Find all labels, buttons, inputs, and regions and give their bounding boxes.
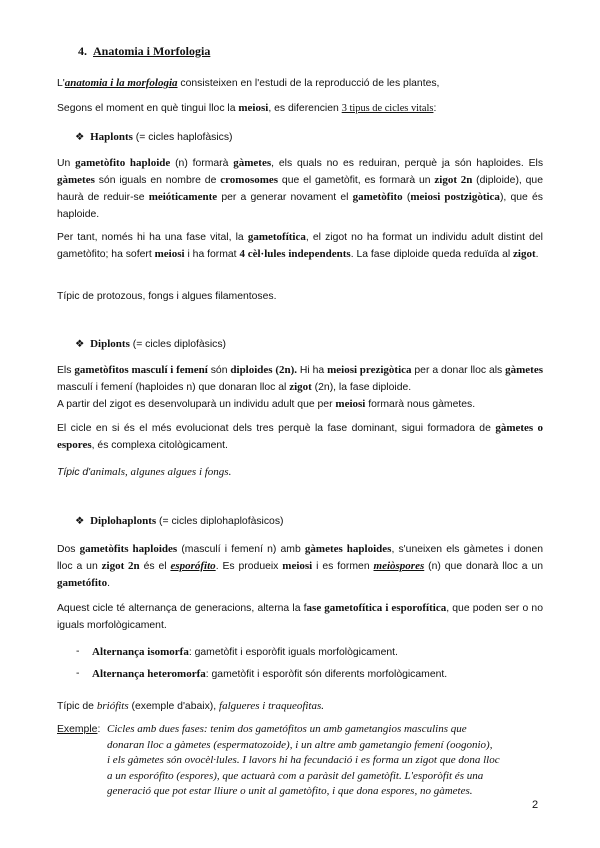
example-line: donaran lloc a gàmetes (espermatozoide), i un altre amb gametangio femení (oogonio), [107,738,493,751]
section-title: Anatomia i Morfologia [93,44,211,58]
diamond-bullet-icon: ❖ [75,516,85,527]
diplohaplonts-paragraph-2: Aquest cicle té alternança de generacions, alterna la fase gametofítica i esporofítica, que poden ser o no iguals morfològicament. [57,602,543,631]
cycles-paragraph: Segons el moment en què tingui lloc la meiosi, es diferencien 3 tipus de cicles vitals: [57,102,437,114]
heteromorphic-item: - Alternança heteromorfa: gametòfit i esporòfit són diferents morfològicament. [76,668,448,680]
example-label: Exemple [57,724,98,735]
example-line: Cicles amb dues fases: tenim dos gametófitos un amb gametangios masculins que [107,723,467,735]
diplohaplonts-paragraph-1: Dos gametòfits haploides (masculí i femení n) amb gàmetes haploides, s'uneixen els gàmetes i donen lloc a un zigot 2n és el esporófito. Es produeix meiosi i es formen meiòspores (n) que donarà lloc a un gametófito. [57,543,544,589]
diplonts-paragraph-2: El cicle en si és el més evolucionat dels tres perquè la fase dominant, sigui formadora de gàmetes o espores, és complexa citològicament. [57,422,543,451]
diplonts-paragraph-1: Els gametòfitos masculí i femení són diploides (2n). Hi ha meiosi prezigòtica per a donar lloc als gàmetes masculí i femení (haploides n) que donaran lloc al zigot (2n), la fase diploide. A partir del zigot es desenvoluparà un individu adult que per meiosi formarà nous gàmetes. [57,364,543,410]
diamond-bullet-icon: ❖ [75,132,85,143]
haplonts-typical: Típic de protozous, fongs i algues filamentoses. [57,291,277,302]
example-line: i els gàmetes són ovocèl·lules. I lavors hi ha fecundació i es forma un zigot que dona lloc [107,754,500,766]
haplonts-bullet: ❖ Haplonts (= cicles haplofàsics) [75,131,233,143]
diplonts-typical: Típic d'animals, algunes algues i fongs. [57,466,232,478]
isomorphic-item: - Alternança isomorfa: gametòfit i esporòfit iguals morfològicament. [76,646,398,658]
page-number: 2 [532,799,539,811]
example-line: a un esporófito (espores), que actuarà com a paràsit del gametòfit. L'esporòfit és una [107,769,484,782]
example-line: generació que pot estar lliure o unit al gametòfito, i que dona espores, no gàmetes. [107,785,473,797]
haplonts-paragraph-2: Per tant, només hi ha una fase vital, la gametofítica, el zigot no ha format un individu adult distint del gametòfito; ha sofert meiosi i ha format 4 cèl·lules independents. La fase diploide queda reduïda al zigot. [57,231,543,260]
haplonts-paragraph-1: Un gametòfito haploide (n) formarà gàmetes, els quals no es reduiran, perquè ja són haploides. Els gàmetes són iguals en nombre de cromosomes que el gametòfit, es formarà un zigot 2n (diploide), que haurà de reduir-se meióticamente per a generar novament el gametòfito (meiosi postzigòtica), que és haploide. [57,157,544,220]
section-number: 4. [78,44,87,58]
diamond-bullet-icon: ❖ [75,339,85,350]
diplohaplonts-typical: Típic de briófits (exemple d'abaix), falgueres i traqueofitas. [57,700,325,712]
diplohaplonts-bullet: ❖ Diplohaplonts (= cicles diplohaplofàsicos) [75,515,284,527]
section-heading [78,44,210,59]
diplonts-bullet: ❖ Diplonts (= cicles diplofàsics) [75,338,227,350]
intro-paragraph: L'anatomia i la morfologia consisteixen en l'estudi de la reproducció de les plantes, [57,77,440,89]
